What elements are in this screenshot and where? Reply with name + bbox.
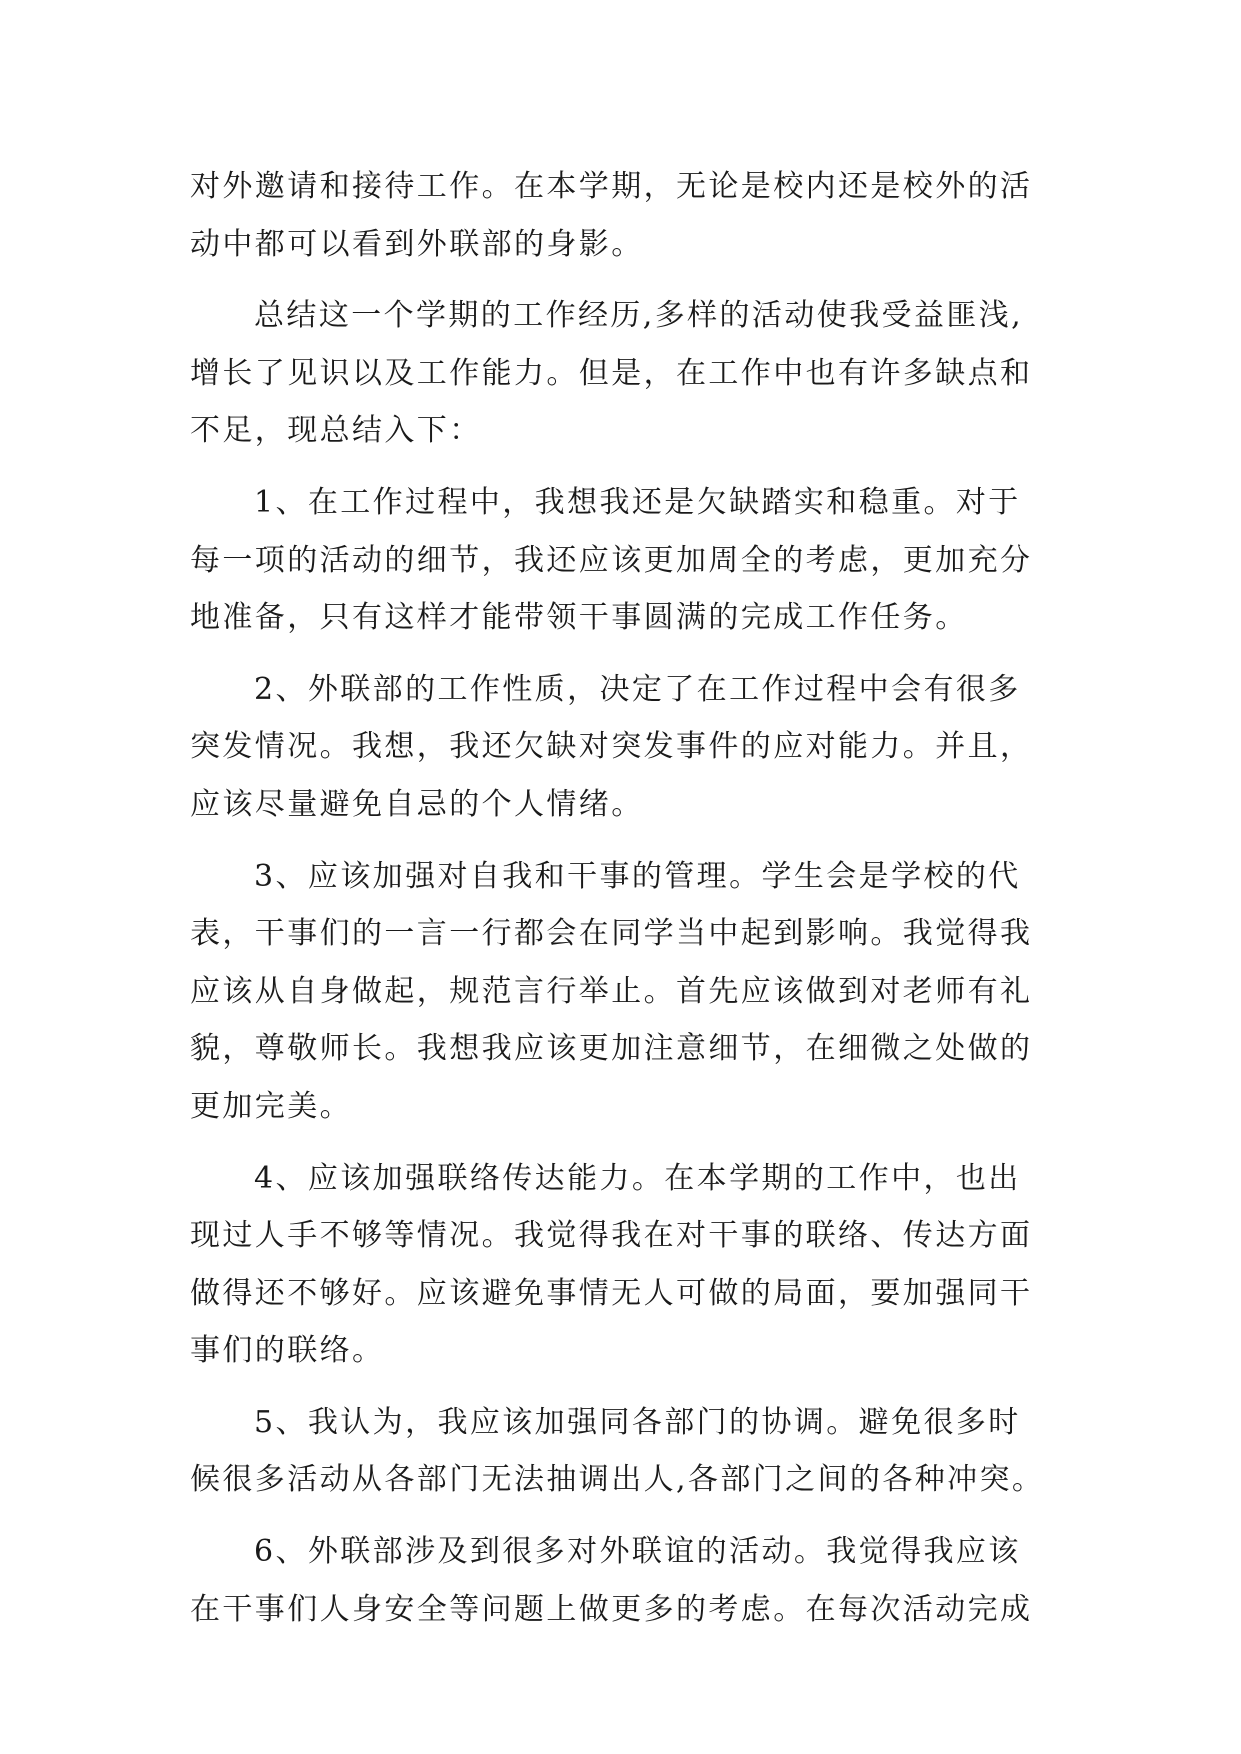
document-body bbox=[190, 158, 1070, 1652]
paragraph-summary bbox=[190, 287, 1070, 460]
text-line: 现过人手不够等情况。我觉得我在对干事的联络、传达方面 bbox=[190, 1218, 1033, 1254]
text-line: 应该尽量避免自忌的个人情绪。 bbox=[190, 786, 644, 822]
paragraph-item-1 bbox=[190, 474, 1070, 647]
text-line: 应该从自身做起，规范言行举止。首先应该做到对老师有礼 bbox=[190, 973, 1033, 1009]
text-line: 6、外联部涉及到很多对外联谊的活动。我觉得我应该 bbox=[254, 1534, 1021, 1570]
text-line: 在干事们人身安全等问题上做更多的考虑。在每次活动完成 bbox=[190, 1591, 1033, 1627]
text-line: 做得还不够好。应该避免事情无人可做的局面，要加强同干 bbox=[190, 1275, 1033, 1311]
text-line: 事们的联络。 bbox=[190, 1333, 385, 1369]
text-line: 表，干事们的一言一行都会在同学当中起到影响。我觉得我 bbox=[190, 916, 1033, 952]
text-line: 2、外联部的工作性质，决定了在工作过程中会有很多 bbox=[254, 671, 1021, 707]
text-line: 对外邀请和接待工作。在本学期，无论是校内还是校外的活 bbox=[190, 169, 1033, 204]
text-line: 3、应该加强对自我和干事的管理。学生会是学校的代 bbox=[254, 858, 1021, 894]
text-line: 增长了见识以及工作能力。但是，在工作中也有许多缺点和 bbox=[190, 355, 1033, 391]
paragraph-item-3 bbox=[190, 848, 1070, 1136]
paragraph-item-4 bbox=[190, 1150, 1070, 1380]
text-line: 候很多活动从各部门无法抽调出人,各部门之间的各种冲突。 bbox=[190, 1462, 1045, 1498]
text-line: 1、在工作过程中，我想我还是欠缺踏实和稳重。对于 bbox=[254, 484, 1021, 520]
text-line: 总结这一个学期的工作经历,多样的活动使我受益匪浅, bbox=[254, 298, 1024, 334]
paragraph-item-2 bbox=[190, 661, 1070, 834]
text-line: 4、应该加强联络传达能力。在本学期的工作中，也出 bbox=[254, 1160, 1021, 1196]
text-line: 貌，尊敬师长。我想我应该更加注意细节，在细微之处做的 bbox=[190, 1031, 1033, 1067]
text-line: 每一项的活动的细节，我还应该更加周全的考虑，更加充分 bbox=[190, 542, 1033, 578]
text-line: 突发情况。我想，我还欠缺对突发事件的应对能力。并且， bbox=[190, 729, 1033, 765]
text-line: 不足，现总结入下： bbox=[190, 413, 482, 449]
paragraph-item-5 bbox=[190, 1394, 1070, 1509]
paragraph-item-6 bbox=[190, 1523, 1070, 1638]
text-line: 地准备，只有这样才能带领干事圆满的完成工作任务。 bbox=[190, 600, 968, 636]
paragraph-intro-continuation bbox=[190, 158, 1070, 273]
text-line: 5、我认为，我应该加强同各部门的协调。避免很多时 bbox=[254, 1404, 1021, 1440]
text-line: 动中都可以看到外联部的身影。 bbox=[190, 226, 644, 262]
text-line: 更加完美。 bbox=[190, 1088, 352, 1124]
